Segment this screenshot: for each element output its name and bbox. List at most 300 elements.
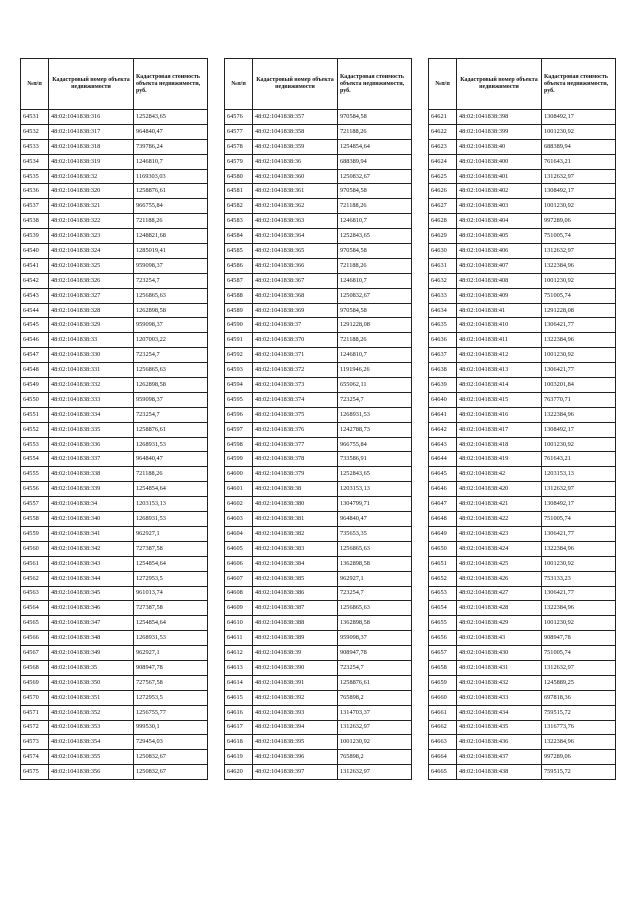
- table-row: [21, 705, 208, 720]
- cadastral-number: 48:02:1041838:427: [457, 586, 542, 601]
- cadastral-number: 48:02:1041838:401: [457, 169, 542, 184]
- table-row: [429, 556, 616, 571]
- cadastral-value: 1306421,77: [542, 586, 616, 601]
- row-number: 64533: [21, 139, 49, 154]
- row-number: 64553: [21, 437, 49, 452]
- cadastral-value: 959098,37: [134, 318, 208, 333]
- table-row: [225, 422, 412, 437]
- header-cadastral-value: Кадастровая стоимость объекта недвижимости, руб.: [338, 59, 412, 110]
- cadastral-number: 48:02:1041838:350: [49, 675, 134, 690]
- cadastral-number: 48:02:1041838:404: [457, 214, 542, 229]
- row-number: 64544: [21, 303, 49, 318]
- cadastral-value: 962927,1: [338, 571, 412, 586]
- cadastral-value: 1268931,53: [134, 437, 208, 452]
- cadastral-number: 48:02:1041838:32: [49, 169, 134, 184]
- row-number: 64576: [225, 110, 253, 125]
- cadastral-table-3: [428, 58, 616, 780]
- cadastral-number: 48:02:1041838:378: [253, 452, 338, 467]
- cadastral-number: 48:02:1041838:321: [49, 199, 134, 214]
- table-row: [429, 660, 616, 675]
- cadastral-number: 48:02:1041838:400: [457, 154, 542, 169]
- header-cadastral-value: Кадастровая стоимость объекта недвижимости, руб.: [542, 59, 616, 110]
- table-row: [21, 437, 208, 452]
- cadastral-value: 964840,47: [338, 512, 412, 527]
- row-number: 64561: [21, 556, 49, 571]
- table-row: [21, 407, 208, 422]
- cadastral-number: 48:02:1041838:341: [49, 526, 134, 541]
- cadastral-value: 970584,58: [338, 110, 412, 125]
- table-row: [21, 333, 208, 348]
- table-row: [225, 631, 412, 646]
- table-row: [21, 273, 208, 288]
- cadastral-number: 48:02:1041838:415: [457, 392, 542, 407]
- table-row: [21, 646, 208, 661]
- cadastral-number: 48:02:1041838:428: [457, 601, 542, 616]
- table-row: [21, 378, 208, 393]
- cadastral-value: 735653,35: [338, 526, 412, 541]
- table-row: [225, 690, 412, 705]
- cadastral-number: 48:02:1041838:433: [457, 690, 542, 705]
- cadastral-number: 48:02:1041838:354: [49, 735, 134, 750]
- header-num: №п/п: [225, 59, 253, 110]
- cadastral-value: 964840,47: [134, 452, 208, 467]
- table-row: [225, 273, 412, 288]
- cadastral-value: 1001230,92: [542, 273, 616, 288]
- cadastral-number: 48:02:1041838:346: [49, 601, 134, 616]
- cadastral-value: 1262898,58: [134, 303, 208, 318]
- cadastral-value: 751005,74: [542, 288, 616, 303]
- row-number: 64625: [429, 169, 457, 184]
- table-row: [429, 348, 616, 363]
- cadastral-number: 48:02:1041838:349: [49, 646, 134, 661]
- cadastral-number: 48:02:1041838:393: [253, 705, 338, 720]
- cadastral-value: 1312632,97: [338, 720, 412, 735]
- cadastral-value: 739786,24: [134, 139, 208, 154]
- row-number: 64589: [225, 303, 253, 318]
- cadastral-value: 1246810,7: [338, 273, 412, 288]
- row-number: 64614: [225, 675, 253, 690]
- cadastral-number: 48:02:1041838:347: [49, 616, 134, 631]
- cadastral-value: 1272953,5: [134, 690, 208, 705]
- cadastral-number: 48:02:1041838:376: [253, 422, 338, 437]
- row-number: 64563: [21, 586, 49, 601]
- table-row: [429, 124, 616, 139]
- cadastral-value: 1268931,53: [338, 407, 412, 422]
- table-row: [21, 571, 208, 586]
- row-number: 64630: [429, 244, 457, 259]
- row-number: 64656: [429, 631, 457, 646]
- cadastral-value: 1246810,7: [134, 154, 208, 169]
- cadastral-value: 727387,58: [134, 601, 208, 616]
- table-row: [225, 705, 412, 720]
- table-row: [225, 571, 412, 586]
- row-number: 64615: [225, 690, 253, 705]
- table-row: [225, 735, 412, 750]
- cadastral-value: 1001230,92: [542, 437, 616, 452]
- cadastral-value: 1308492,17: [542, 497, 616, 512]
- cadastral-number: 48:02:1041838:342: [49, 541, 134, 556]
- cadastral-number: 48:02:1041838:387: [253, 601, 338, 616]
- cadastral-value: 655062,11: [338, 378, 412, 393]
- table-row: [21, 467, 208, 482]
- cadastral-number: 48:02:1041838:353: [49, 720, 134, 735]
- cadastral-number: 48:02:1041838:355: [49, 750, 134, 765]
- row-number: 64602: [225, 497, 253, 512]
- cadastral-value: 1001230,92: [542, 556, 616, 571]
- table-row: [429, 512, 616, 527]
- table-row: [429, 601, 616, 616]
- row-number: 64637: [429, 348, 457, 363]
- cadastral-value: 723254,7: [338, 392, 412, 407]
- row-number: 64567: [21, 646, 49, 661]
- cadastral-value: 999530,1: [134, 720, 208, 735]
- cadastral-number: 48:02:1041838:372: [253, 363, 338, 378]
- table-row: [225, 154, 412, 169]
- row-number: 64659: [429, 675, 457, 690]
- row-number: 64634: [429, 303, 457, 318]
- row-number: 64543: [21, 288, 49, 303]
- cadastral-number: 48:02:1041838:351: [49, 690, 134, 705]
- row-number: 64665: [429, 765, 457, 780]
- cadastral-number: 48:02:1041838:358: [253, 124, 338, 139]
- row-number: 64569: [21, 675, 49, 690]
- table-row: [429, 378, 616, 393]
- cadastral-number: 48:02:1041838:328: [49, 303, 134, 318]
- cadastral-number: 48:02:1041838:325: [49, 258, 134, 273]
- table-row: [21, 110, 208, 125]
- row-number: 64623: [429, 139, 457, 154]
- cadastral-value: 1312632,97: [542, 660, 616, 675]
- row-number: 64588: [225, 288, 253, 303]
- header-cadastral-number: Кадастровый номер объекта недвижимости: [253, 59, 338, 110]
- cadastral-number: 48:02:1041838:362: [253, 199, 338, 214]
- row-number: 64612: [225, 646, 253, 661]
- row-number: 64542: [21, 273, 49, 288]
- row-number: 64638: [429, 363, 457, 378]
- row-number: 64610: [225, 616, 253, 631]
- row-number: 64646: [429, 482, 457, 497]
- cadastral-value: 721188,26: [338, 124, 412, 139]
- table-row: [429, 407, 616, 422]
- row-number: 64574: [21, 750, 49, 765]
- row-number: 64608: [225, 586, 253, 601]
- row-number: 64653: [429, 586, 457, 601]
- cadastral-value: 721188,26: [134, 214, 208, 229]
- table-row: [21, 422, 208, 437]
- cadastral-value: 1312632,97: [338, 765, 412, 780]
- cadastral-number: 48:02:1041838:397: [253, 765, 338, 780]
- cadastral-value: 908947,78: [338, 646, 412, 661]
- table-row: [225, 556, 412, 571]
- table-row: [225, 348, 412, 363]
- table-row: [429, 646, 616, 661]
- cadastral-table-2: [224, 58, 412, 780]
- cadastral-number: 48:02:1041838:406: [457, 244, 542, 259]
- table-row: [225, 229, 412, 244]
- row-number: 64600: [225, 467, 253, 482]
- table-row: [21, 735, 208, 750]
- cadastral-number: 48:02:1041838:430: [457, 646, 542, 661]
- cadastral-number: 48:02:1041838:348: [49, 631, 134, 646]
- cadastral-number: 48:02:1041838:317: [49, 124, 134, 139]
- cadastral-value: 1256755,77: [134, 705, 208, 720]
- cadastral-number: 48:02:1041838:359: [253, 139, 338, 154]
- cadastral-number: 48:02:1041838:413: [457, 363, 542, 378]
- cadastral-number: 48:02:1041838:331: [49, 363, 134, 378]
- cadastral-value: 729454,03: [134, 735, 208, 750]
- cadastral-number: 48:02:1041838:324: [49, 244, 134, 259]
- cadastral-value: 962927,1: [134, 646, 208, 661]
- cadastral-value: 1001230,92: [338, 735, 412, 750]
- table-row: [21, 497, 208, 512]
- table-row: [225, 512, 412, 527]
- table-row: [21, 720, 208, 735]
- cadastral-number: 48:02:1041838:320: [49, 184, 134, 199]
- cadastral-number: 48:02:1041838:379: [253, 467, 338, 482]
- cadastral-value: 1322384,96: [542, 407, 616, 422]
- cadastral-number: 48:02:1041838:332: [49, 378, 134, 393]
- cadastral-number: 48:02:1041838:420: [457, 482, 542, 497]
- row-number: 64626: [429, 184, 457, 199]
- row-number: 64581: [225, 184, 253, 199]
- table-row: [21, 169, 208, 184]
- row-number: 64635: [429, 318, 457, 333]
- table-row: [429, 184, 616, 199]
- table-row: [225, 660, 412, 675]
- cadastral-number: 48:02:1041838:431: [457, 660, 542, 675]
- cadastral-number: 48:02:1041838:394: [253, 720, 338, 735]
- row-number: 64586: [225, 258, 253, 273]
- cadastral-value: 1256865,63: [338, 601, 412, 616]
- cadastral-number: 48:02:1041838:361: [253, 184, 338, 199]
- cadastral-value: 1250832,67: [134, 765, 208, 780]
- cadastral-number: 48:02:1041838:423: [457, 526, 542, 541]
- cadastral-value: 966755,84: [338, 437, 412, 452]
- table-row: [21, 184, 208, 199]
- row-number: 64583: [225, 214, 253, 229]
- cadastral-value: 761643,21: [542, 154, 616, 169]
- row-number: 64631: [429, 258, 457, 273]
- table-row: [21, 303, 208, 318]
- cadastral-number: 48:02:1041838:364: [253, 229, 338, 244]
- table-row: [429, 482, 616, 497]
- table-header-row: [429, 59, 616, 110]
- cadastral-number: 48:02:1041838:388: [253, 616, 338, 631]
- table-row: [429, 363, 616, 378]
- cadastral-table-1: [20, 58, 208, 780]
- table-row: [21, 363, 208, 378]
- table-row: [21, 616, 208, 631]
- table-row: [225, 333, 412, 348]
- cadastral-number: 48:02:1041838:412: [457, 348, 542, 363]
- table-row: [225, 378, 412, 393]
- row-number: 64547: [21, 348, 49, 363]
- table-row: [225, 646, 412, 661]
- table-row: [21, 392, 208, 407]
- row-number: 64621: [429, 110, 457, 125]
- table-row: [429, 467, 616, 482]
- row-number: 64584: [225, 229, 253, 244]
- table-row: [21, 586, 208, 601]
- cadastral-value: 970584,58: [338, 303, 412, 318]
- table-row: [429, 273, 616, 288]
- row-number: 64616: [225, 705, 253, 720]
- row-number: 64649: [429, 526, 457, 541]
- cadastral-value: 723254,7: [134, 348, 208, 363]
- table-row: [429, 110, 616, 125]
- cadastral-value: 1001230,92: [542, 124, 616, 139]
- row-number: 64562: [21, 571, 49, 586]
- cadastral-value: 1169303,03: [134, 169, 208, 184]
- cadastral-number: 48:02:1041838:369: [253, 303, 338, 318]
- table-row: [21, 348, 208, 363]
- cadastral-value: 688389,94: [542, 139, 616, 154]
- cadastral-value: 1256865,63: [134, 288, 208, 303]
- table-row: [225, 258, 412, 273]
- table-row: [429, 675, 616, 690]
- cadastral-value: 1252843,65: [134, 110, 208, 125]
- cadastral-value: 1306421,77: [542, 526, 616, 541]
- cadastral-value: 1322384,96: [542, 601, 616, 616]
- row-number: 64558: [21, 512, 49, 527]
- cadastral-value: 1306421,77: [542, 363, 616, 378]
- row-number: 64628: [429, 214, 457, 229]
- cadastral-value: 1001230,92: [542, 616, 616, 631]
- cadastral-number: 48:02:1041838:374: [253, 392, 338, 407]
- row-number: 64644: [429, 452, 457, 467]
- cadastral-value: 1203153,13: [134, 497, 208, 512]
- cadastral-value: 970584,58: [338, 244, 412, 259]
- table-row: [21, 690, 208, 705]
- cadastral-number: 48:02:1041838:34: [49, 497, 134, 512]
- cadastral-number: 48:02:1041838:380: [253, 497, 338, 512]
- row-number: 64619: [225, 750, 253, 765]
- cadastral-value: 1362898,58: [338, 556, 412, 571]
- table-row: [225, 303, 412, 318]
- table-row: [225, 407, 412, 422]
- row-number: 64565: [21, 616, 49, 631]
- cadastral-number: 48:02:1041838:343: [49, 556, 134, 571]
- cadastral-number: 48:02:1041838:391: [253, 675, 338, 690]
- cadastral-number: 48:02:1041838:409: [457, 288, 542, 303]
- table-row: [429, 541, 616, 556]
- cadastral-value: 1312632,97: [542, 244, 616, 259]
- header-cadastral-number: Кадастровый номер объекта недвижимости: [49, 59, 134, 110]
- cadastral-number: 48:02:1041838:322: [49, 214, 134, 229]
- cadastral-value: 723254,7: [134, 407, 208, 422]
- cadastral-value: 1308492,17: [542, 184, 616, 199]
- table-row: [225, 601, 412, 616]
- cadastral-number: 48:02:1041838:377: [253, 437, 338, 452]
- table-row: [225, 586, 412, 601]
- row-number: 64658: [429, 660, 457, 675]
- cadastral-value: 1191946,26: [338, 363, 412, 378]
- row-number: 64607: [225, 571, 253, 586]
- row-number: 64655: [429, 616, 457, 631]
- cadastral-value: 1242788,73: [338, 422, 412, 437]
- cadastral-value: 1250832,67: [338, 169, 412, 184]
- row-number: 64551: [21, 407, 49, 422]
- row-number: 64662: [429, 720, 457, 735]
- row-number: 64595: [225, 392, 253, 407]
- table-row: [429, 497, 616, 512]
- cadastral-value: 1268931,53: [134, 512, 208, 527]
- cadastral-value: 1322384,96: [542, 735, 616, 750]
- table-row: [21, 482, 208, 497]
- table-row: [429, 705, 616, 720]
- row-number: 64611: [225, 631, 253, 646]
- cadastral-number: 48:02:1041838:405: [457, 229, 542, 244]
- table-row: [21, 660, 208, 675]
- cadastral-number: 48:02:1041838:329: [49, 318, 134, 333]
- row-number: 64636: [429, 333, 457, 348]
- cadastral-number: 48:02:1041838:36: [253, 154, 338, 169]
- row-number: 64629: [429, 229, 457, 244]
- table-row: [225, 497, 412, 512]
- cadastral-value: 962927,1: [134, 526, 208, 541]
- table-row: [429, 258, 616, 273]
- row-number: 64657: [429, 646, 457, 661]
- row-number: 64537: [21, 199, 49, 214]
- table-row: [225, 452, 412, 467]
- cadastral-number: 48:02:1041838:37: [253, 318, 338, 333]
- table-row: [429, 169, 616, 184]
- cadastral-number: 48:02:1041838:384: [253, 556, 338, 571]
- row-number: 64617: [225, 720, 253, 735]
- cadastral-number: 48:02:1041838:435: [457, 720, 542, 735]
- cadastral-number: 48:02:1041838:408: [457, 273, 542, 288]
- cadastral-number: 48:02:1041838:370: [253, 333, 338, 348]
- cadastral-number: 48:02:1041838:367: [253, 273, 338, 288]
- row-number: 64582: [225, 199, 253, 214]
- cadastral-value: 1246810,7: [338, 214, 412, 229]
- row-number: 64536: [21, 184, 49, 199]
- header-num: №п/п: [21, 59, 49, 110]
- cadastral-number: 48:02:1041838:437: [457, 750, 542, 765]
- table-row: [21, 541, 208, 556]
- table-row: [429, 303, 616, 318]
- row-number: 64575: [21, 765, 49, 780]
- table-row: [429, 229, 616, 244]
- row-number: 64568: [21, 660, 49, 675]
- row-number: 64546: [21, 333, 49, 348]
- row-number: 64556: [21, 482, 49, 497]
- cadastral-value: 966755,84: [134, 199, 208, 214]
- row-number: 64648: [429, 512, 457, 527]
- cadastral-number: 48:02:1041838:396: [253, 750, 338, 765]
- row-number: 64596: [225, 407, 253, 422]
- table-row: [225, 288, 412, 303]
- cadastral-value: 1250832,67: [338, 288, 412, 303]
- header-cadastral-number: Кадастровый номер объекта недвижимости: [457, 59, 542, 110]
- cadastral-value: 1001230,92: [542, 348, 616, 363]
- cadastral-number: 48:02:1041838:429: [457, 616, 542, 631]
- row-number: 64622: [429, 124, 457, 139]
- row-number: 64555: [21, 467, 49, 482]
- cadastral-value: 1203153,13: [338, 482, 412, 497]
- table-row: [225, 199, 412, 214]
- cadastral-number: 48:02:1041838:424: [457, 541, 542, 556]
- cadastral-value: 1322384,96: [542, 333, 616, 348]
- table-row: [21, 288, 208, 303]
- cadastral-number: 48:02:1041838:357: [253, 110, 338, 125]
- row-number: 64590: [225, 318, 253, 333]
- table-row: [21, 244, 208, 259]
- row-number: 64603: [225, 512, 253, 527]
- cadastral-number: 48:02:1041838:436: [457, 735, 542, 750]
- row-number: 64654: [429, 601, 457, 616]
- row-number: 64593: [225, 363, 253, 378]
